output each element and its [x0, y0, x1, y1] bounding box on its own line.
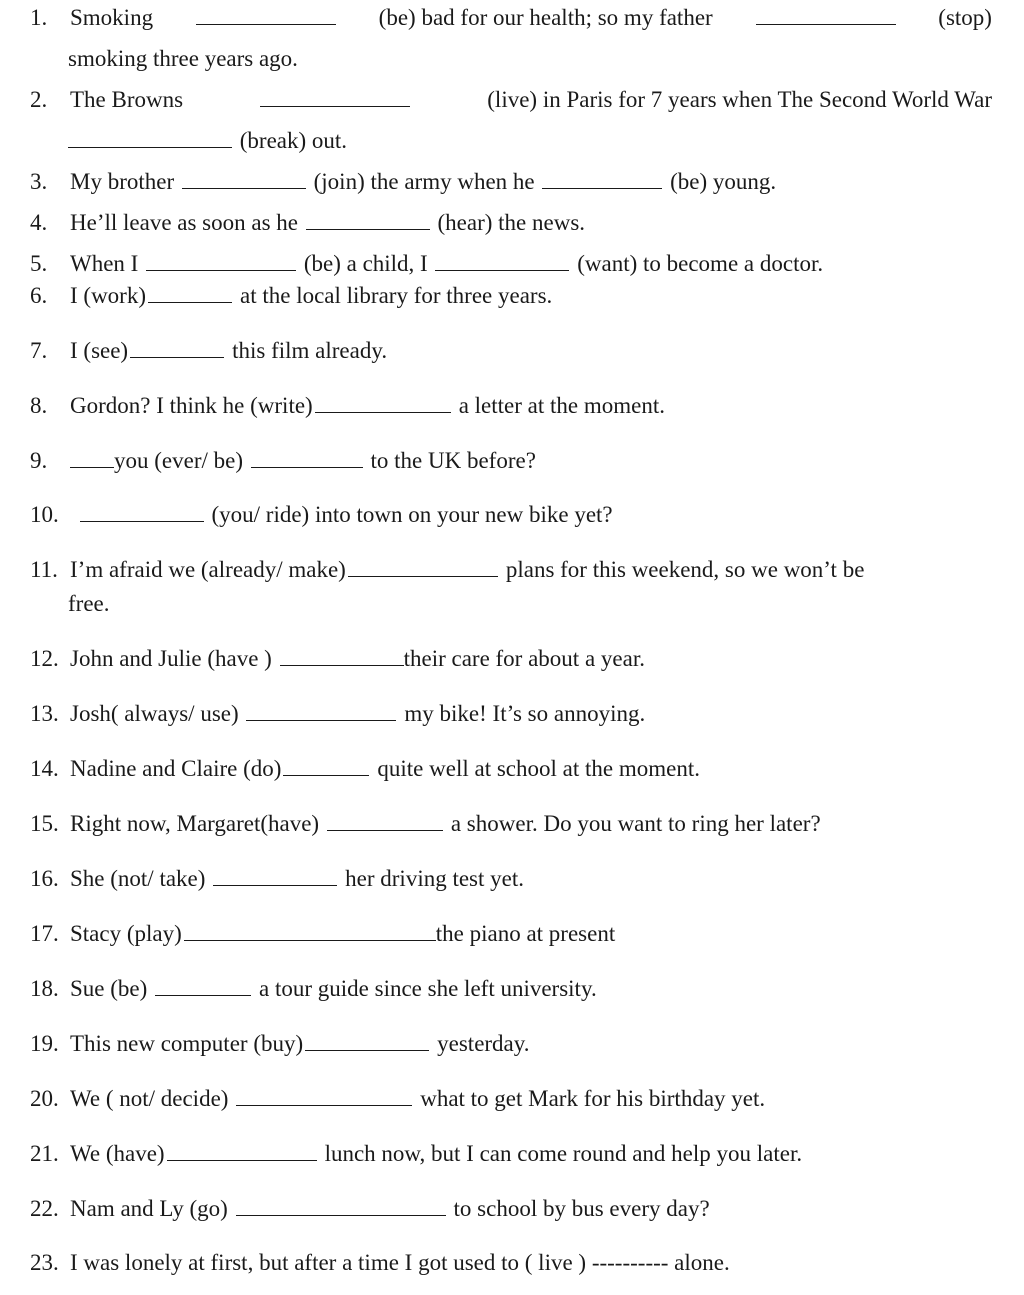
question-number: 14.	[30, 756, 59, 781]
question-text: He’ll leave as soon as he	[70, 210, 299, 235]
question-number: 1.	[30, 5, 48, 30]
question-text: my bike! It’s so annoying.	[404, 701, 646, 726]
question-text: Josh( always/ use)	[70, 701, 239, 726]
question-number: 3.	[30, 169, 48, 194]
question-text: lunch now, but I can come round and help you later.	[324, 1141, 803, 1166]
question-number: 13.	[30, 701, 59, 726]
question-18	[30, 975, 992, 1003]
question-text: her driving test yet.	[345, 866, 525, 891]
question-20	[30, 1085, 992, 1113]
answer-blank[interactable]	[184, 922, 436, 941]
question-15	[30, 810, 992, 838]
question-14	[30, 755, 992, 783]
question-continuation: free.	[68, 591, 110, 616]
question-text: She (not/ take)	[70, 866, 206, 891]
question-text: Nadine and Claire (do)	[70, 756, 282, 781]
question-text: (be) young.	[670, 169, 777, 194]
question-text: (be) a child, I	[303, 251, 428, 276]
question-number: 4.	[30, 210, 48, 235]
question-text: Sue (be)	[70, 976, 148, 1001]
question-19	[30, 1030, 992, 1058]
answer-blank[interactable]	[167, 1142, 317, 1161]
question-6	[30, 282, 992, 310]
question-text: We (have)	[70, 1141, 165, 1166]
question-2-continuation	[68, 127, 347, 155]
question-text: what to get Mark for his birthday yet.	[420, 1086, 766, 1111]
question-text: (hear) the news.	[437, 210, 586, 235]
question-text: This new computer (buy)	[70, 1031, 304, 1056]
question-text: at the local library for three years.	[240, 283, 553, 308]
question-text: alone.	[674, 1250, 730, 1275]
answer-blank[interactable]	[251, 449, 363, 468]
answer-blank[interactable]	[182, 170, 306, 189]
answer-blank[interactable]	[236, 1087, 412, 1106]
question-3	[30, 168, 992, 196]
question-17	[30, 920, 992, 948]
answer-blank[interactable]	[80, 503, 204, 522]
question-9	[30, 447, 992, 475]
question-text: a tour guide since she left university.	[259, 976, 597, 1001]
question-16	[30, 865, 992, 893]
question-text: I’m afraid we (already/ make)	[70, 557, 346, 582]
question-text: (want) to become a doctor.	[577, 251, 824, 276]
question-text: My brother	[70, 169, 175, 194]
answer-blank[interactable]	[68, 129, 232, 148]
question-text: quite well at school at the moment.	[377, 756, 700, 781]
question-text: (break) out.	[239, 128, 348, 153]
answer-blank[interactable]	[246, 702, 396, 721]
question-text: the piano at present	[435, 921, 616, 946]
question-continuation: smoking three years ago.	[68, 46, 298, 71]
question-12	[30, 645, 992, 673]
question-number: 22.	[30, 1196, 59, 1221]
question-text: Right now, Margaret(have)	[70, 811, 320, 836]
question-number: 16.	[30, 866, 59, 891]
question-number: 5.	[30, 251, 48, 276]
answer-blank[interactable]	[542, 170, 662, 189]
question-number: 9.	[30, 448, 48, 473]
answer-blank[interactable]	[280, 647, 404, 666]
answer-blank[interactable]	[435, 252, 569, 271]
question-number: 20.	[30, 1086, 59, 1111]
question-number: 19.	[30, 1031, 59, 1056]
question-text: to school by bus every day?	[453, 1196, 710, 1221]
question-text: to the UK before?	[370, 448, 536, 473]
question-text: The Browns	[70, 87, 184, 112]
question-number: 23.	[30, 1250, 59, 1275]
question-text: I (work)	[70, 283, 146, 308]
question-number: 21.	[30, 1141, 59, 1166]
question-8	[30, 392, 992, 420]
question-10	[30, 501, 992, 529]
question-text: (be) bad for our health; so my father	[378, 5, 713, 30]
question-11	[30, 556, 992, 584]
question-1	[30, 4, 992, 32]
question-text: Smoking	[70, 5, 154, 30]
question-text: you (ever/ be)	[114, 448, 243, 473]
question-13	[30, 700, 992, 728]
question-5	[30, 250, 992, 278]
answer-blank[interactable]	[315, 394, 451, 413]
question-text: this film already.	[232, 338, 388, 363]
question-text: (stop)	[938, 5, 992, 30]
question-text: When I	[70, 251, 139, 276]
answer-blank[interactable]	[283, 757, 369, 776]
answer-blank[interactable]	[148, 284, 232, 303]
question-7	[30, 337, 992, 365]
question-text: I (see)	[70, 338, 129, 363]
answer-blank[interactable]	[260, 88, 410, 107]
question-number: 11.	[30, 557, 58, 582]
question-text: (join) the army when he	[313, 169, 535, 194]
question-text: Gordon? I think he (write)	[70, 393, 313, 418]
answer-blank[interactable]	[213, 867, 337, 886]
answer-blank[interactable]	[327, 812, 443, 831]
question-text: plans for this weekend, so we won’t be	[505, 557, 865, 582]
question-text: We ( not/ decide)	[70, 1086, 229, 1111]
question-2	[30, 86, 992, 114]
question-text: Stacy (play)	[70, 921, 182, 946]
question-text: their care for about a year.	[403, 646, 645, 671]
answer-dashes[interactable]: ----------	[591, 1250, 669, 1275]
question-number: 8.	[30, 393, 48, 418]
answer-blank[interactable]	[236, 1197, 446, 1216]
answer-blank[interactable]	[130, 339, 224, 358]
answer-blank[interactable]	[756, 6, 896, 25]
question-21	[30, 1140, 992, 1168]
question-22	[30, 1195, 992, 1223]
question-number: 7.	[30, 338, 48, 363]
question-number: 18.	[30, 976, 59, 1001]
question-text: John and Julie (have )	[70, 646, 272, 671]
answer-blank[interactable]	[146, 252, 296, 271]
question-number: 12.	[30, 646, 59, 671]
question-text: yesterday.	[437, 1031, 530, 1056]
question-text: Nam and Ly (go)	[70, 1196, 228, 1221]
question-number: 17.	[30, 921, 59, 946]
answer-blank[interactable]	[196, 6, 336, 25]
question-text: a letter at the moment.	[458, 393, 665, 418]
question-text: a shower. Do you want to ring her later?	[450, 811, 821, 836]
answer-blank[interactable]	[306, 211, 430, 230]
question-text: I was lonely at first, but after a time I got used to ( live )	[70, 1250, 587, 1275]
question-4	[30, 209, 992, 237]
answer-blank[interactable]	[155, 977, 251, 996]
answer-blank[interactable]	[305, 1032, 429, 1051]
question-number: 10.	[30, 502, 59, 527]
question-number: 15.	[30, 811, 59, 836]
answer-blank[interactable]	[348, 558, 498, 577]
question-23	[30, 1249, 992, 1277]
question-number: 6.	[30, 283, 48, 308]
question-text: (live) in Paris for 7 years when The Second World War	[487, 87, 992, 112]
answer-blank[interactable]	[70, 449, 114, 468]
question-text: (you/ ride) into town on your new bike yet?	[211, 502, 613, 527]
question-number: 2.	[30, 87, 48, 112]
